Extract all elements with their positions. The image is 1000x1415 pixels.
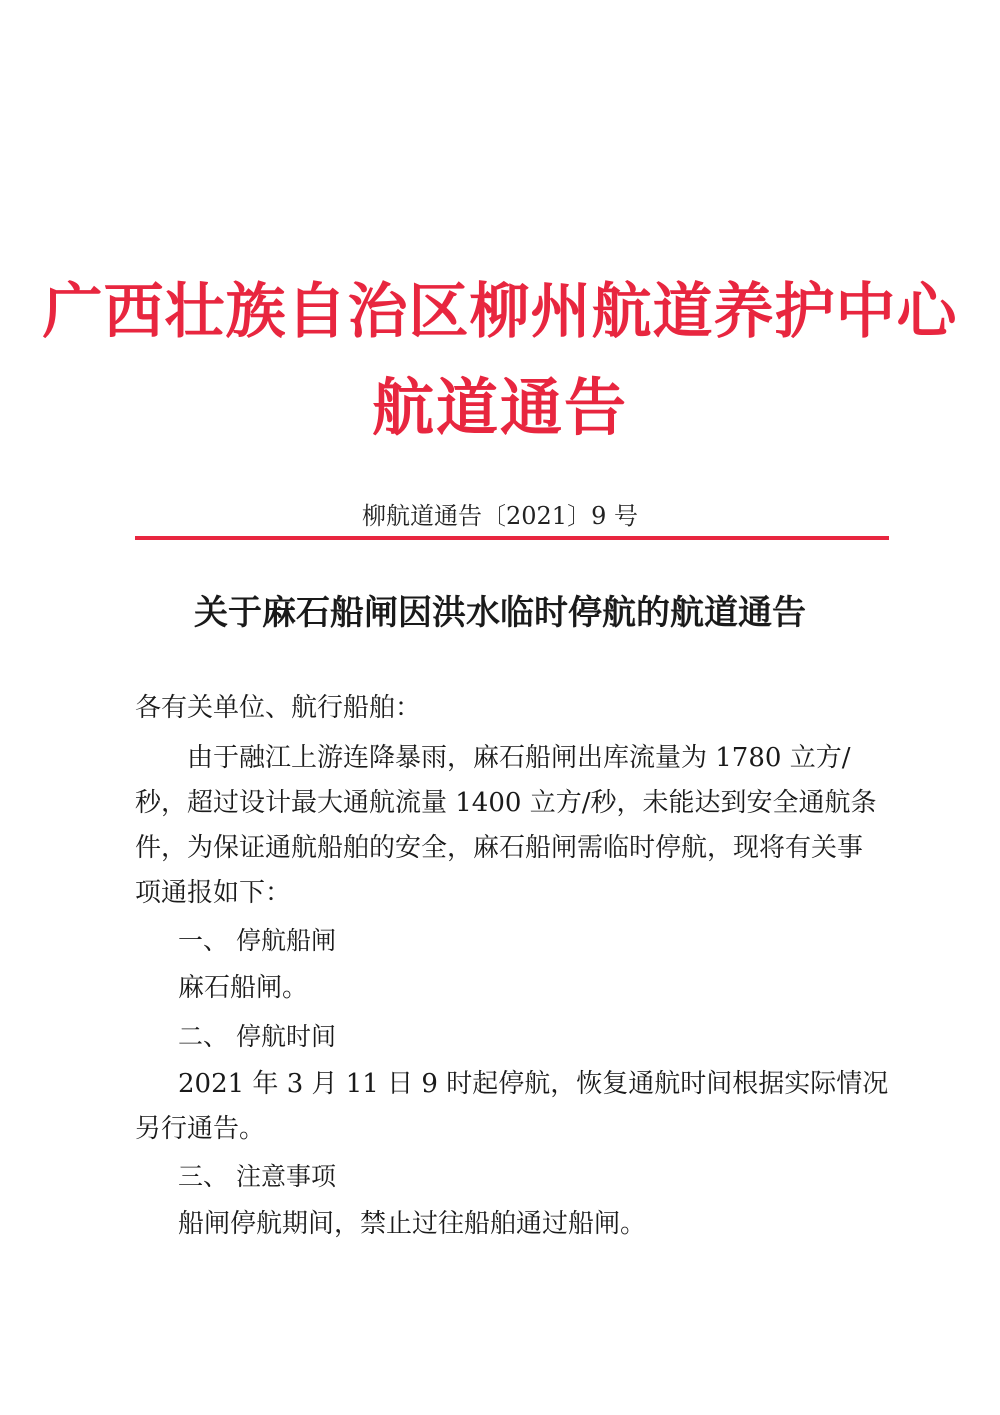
section-body-lock: 麻石船闸。 <box>178 973 309 1003</box>
document-number: 柳航道通告〔2021〕9 号 <box>362 502 638 530</box>
time-line: 另行通告。 <box>135 1114 266 1144</box>
intro-line: 件，为保证通航船舶的安全，麻石船闸需临时停航，现将有关事 <box>135 833 864 863</box>
section-body-time <box>135 1062 889 1152</box>
intro-line: 秒，超过设计最大通航流量 1400 立方/秒，未能达到安全通航条 <box>135 788 877 818</box>
intro-paragraph <box>135 736 875 916</box>
section-heading-lock: 一、 停航船闸 <box>178 926 336 955</box>
salutation: 各有关单位、航行船舶： <box>135 693 422 723</box>
section-body-notes: 船闸停航期间，禁止过往船舶通过船闸。 <box>178 1209 647 1239</box>
red-divider-line <box>135 536 889 540</box>
notice-title: 关于麻石船闸因洪水临时停航的航道通告 <box>194 593 806 633</box>
issuing-organization: 广西壮族自治区柳州航道养护中心 <box>42 277 958 347</box>
intro-line: 项通报如下： <box>135 878 292 908</box>
section-heading-time: 二、 停航时间 <box>178 1022 336 1051</box>
section-heading-notes: 三、 注意事项 <box>178 1162 336 1191</box>
document-type-title: 航道通告 <box>371 371 628 444</box>
time-line: 2021 年 3 月 11 日 9 时起停航，恢复通航时间根据实际情况 <box>178 1069 889 1099</box>
intro-line: 由于融江上游连降暴雨，麻石船闸出库流量为 1780 立方/ <box>187 743 851 773</box>
